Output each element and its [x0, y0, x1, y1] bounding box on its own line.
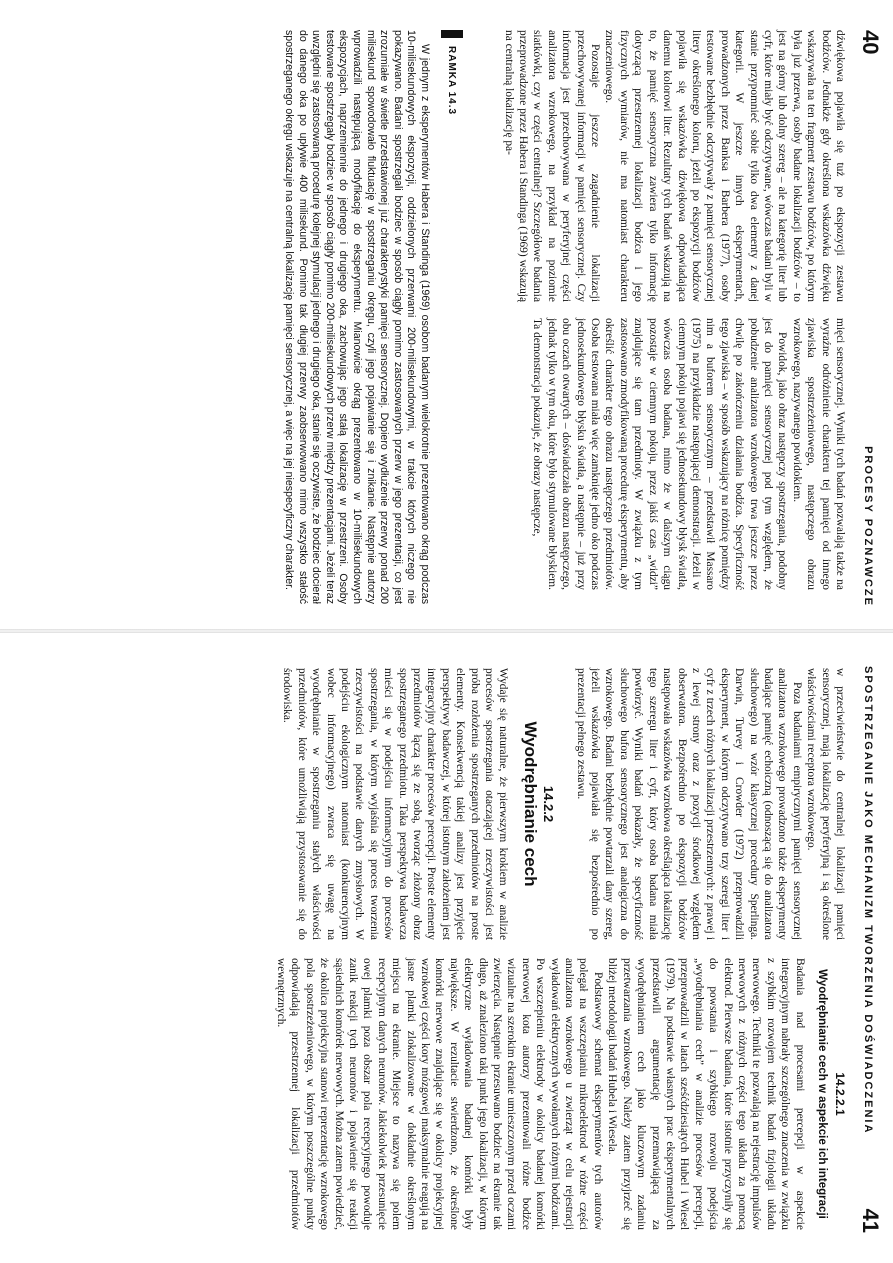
page-number: 40 [858, 30, 883, 55]
page-number: 41 [858, 1208, 883, 1233]
paragraph: Wydaje się naturalne, że pierwszym krokiem w analizie procesów spostrzegania otaczającej rzeczywistości jest próba rozłożenia spostrzeganych przedmiotów na proste elementy. Konsekwencją takiej analizy jest przyjęcie perspektywy badawczej, w której istotnym założeniem jest integracyjny charakter procesów percepcji. Proste elementy przedmiotów łączą się ze sobą, tworząc złożony obraz spostrzeganego przedmiotu. Taka perspektywa badawcza mieści się w podejściu informacyjnym do procesów spostrzegania, w którym wyjaśnia się proces tworzenia rzeczywistości na podstawie danych zmysłowych. W podejściu ekologicznym natomiast (konkurencyjnym wobec informacyjnego) zwraca się uwagę na wyodrębnianie w spostrzeganiu stałych właściwości przedmiotów, które umożliwiają przystosowanie się do środowiska. [281, 668, 510, 940]
subsection-number: 14.2.2.1 [833, 1072, 847, 1116]
paragraph: w przeciwieństwie do centralnej lokalizacji pamięci sensorycznej, mają lokalizację peryferyjną i są określone właściwościami receptora wzrokowego. [805, 668, 846, 940]
paragraph: Badania nad procesami percepcji w aspekcie integracyjnym nabrały szczególnego znaczenia w związku z szybkim rozwojem technik badań fizjologii układu nerwowego. Techniki te pozwalają na rejestrację impulsów nerwowych z różnych części tego układu za pomocą elektrod. Pierwsze badania, które istotnie przyczyniły się do powstania i szybkiego rozwoju podejścia „wyodrębniania cech” w analizie procesów percepcji, przeprowadzili w latach sześćdziesiątych Hubel i Wiesel (1979). Na podstawie własnych prac eksperymentalnych przedstawili argumentację przemawiającą za wyodrębnianiem cech jako kluczowym zadaniu przetwarzania wzrokowego. Należy zatem przyjrzeć się bliżej metodologii badań Hubela i Wiesela. [606, 958, 806, 1230]
paragraph: dźwiękowa pojawiła się tuż po ekspozycji zestawu bodźców. Jednakże gdy określona wskazówka dźwięku wskazywała na ten fragment zestawu bodźców, po którym była już przerwa, osoby badane lokalizacji bodźców – to jest na górny lub dolny szereg – ale na kategorię liter lub cyfr, które miały być odczytywane, wówczas badani byli w stanie przypomnieć sobie tylko dwa elementy z danej kategorii. W jeszcze innych eksperymentach, prowadzonych przez Banksa i Barbera (1977), osoby testowane bezbłędnie odczytywały z pamięci sensorycznej litery określonego koloru, jeżeli po ekspozycji bodźców pojawiła się wskazówka dźwiękowa odpowiadająca danemu kolorowi liter. Rezultaty tych badań wskazują na to, że pamięć sensoryczna zawiera tylko informację dotyczącą przestrzennej lokalizacji bodźca i jego fizycznych wymiarów, nie ma natomiast charakteru znaczeniowego. [603, 30, 846, 302]
box-paragraph: W jednym z eksperymentów Habera i Standinga (1969) osobom badanym wielokrotnie prezentowano okrąg podczas 10-milisekundowych ekspozycji, oddzielonych przerwami 200-milisekundowymi, w trakcie których niczego nie pokazywano. Badani spostrzegali bodziec w sposób ciągły pomimo zastosowanych przerw w jego prezentacji, co jest zrozumiałe w świetle przedstawionej już charakterystyki pamięci sensorycznej. Dopiero wydłużenie przerwy ponad 200 milisekund spowodowało fluktuację w spostrzeganiu okręgu, czyli jego pojawianie się i znikanie. Następnie autorzy wprowadzili następującą modyfikację do eksperymentu. Mianowicie okrąg prezentowano w 10-milisekundowych ekspozycjach, naprzemiennie do jednego i drugiego oka, zachowując jego stałą lokalizację w przestrzeni. Osoby testowane spostrzegały bodziec w sposób ciągły pomimo 200-milisekundowych przerw między prezentacjami. Jeżeli teraz uwzględni się zastosowaną procedurę kolejnej stymulacji jednego i drugiego oka, stanie się oczywiste, że bodziec docierał do danego oka po upływie 400 milisekund. Pomimo tak długiej przerwy zaobserwowano mimo wszystko stałość spostrzeganego okręgu wskazuje na centralną lokalizację pamięci sensorycznej, a więc na jej niespecyficzny charakter. [283, 30, 431, 604]
left-column-2 [530, 318, 847, 590]
right-page [0, 632, 893, 1263]
box-tag [441, 30, 463, 604]
paragraph: mięci sensorycznej. Wyniki tych badań pozwalają także na wyraźne odróżnienie charakteru tej pamięci od innego zjawiska spostrzeżeniowego, następczego obrazu wzrokowego, nazywanego powidokiem. [790, 318, 846, 590]
section-number: 14.2.2 [541, 785, 557, 823]
box-text [281, 30, 431, 604]
box-14-3 [281, 30, 463, 604]
paragraph: Pozostaje jeszcze zagadnienie lokalizacji przechowywanej informacji w pamięci sensorycznej. Czy informacja jest przechowywana w peryferyjnej części analizatora wzrokowego, na przykład na poziomie siatkówki, czy w części centralnej? Szczegółowe badania przeprowadzone przez Habera i Standinga (1969) wskazują na centralną lokalizację pa- [502, 30, 602, 302]
left-page-header [855, 0, 883, 631]
section-title: Wyodrębnianie cech [520, 721, 540, 887]
right-column-2 [274, 958, 847, 1230]
right-page-header [855, 632, 883, 1263]
box-label: RAMKA 14.3 [446, 46, 458, 116]
left-page [0, 0, 893, 631]
running-head: SPOSTRZEGANIE JAKO MECHANIZM TWORZENIA DOŚWIADCZENIA [862, 666, 874, 1135]
subsection-title: Wyodrębnianie cech w aspekcie ich integracji [815, 969, 828, 1219]
right-column-1 [280, 668, 847, 940]
paragraph: Podstawowy schemat eksperymentów tych autorów polegał na wszczepianiu mikroelektrod w różne części analizatora wzrokowego u zwierząt w celu rejestracji wyładowań elektrycznych wywołanych różnymi bodźcami. Po wszczepieniu elektrody w okolicy badanej komórki nerwowej kota autorzy prezentowali różne bodźce wizualne na szerokim ekranie umieszczonym przed oczami zwierzęcia. Następnie przesuwano bodziec na ekranie tak długo, aż znaleziono taki punkt jego lokalizacji, w którym elektryczne wyładowania badanej komórki były największe. W rezultacie stwierdzono, że określone komórki nerwowe znajdujące się w okolicy projekcyjnej wzrokowej części kory mózgowej maksymalnie reagują na jasne plamki zlokalizowane w dokładnie określonym miejscu na ekranie. Miejsce to nazywa się polem recepcyjnym danych neuronów. Jakiekolwiek przesunięcie owej plamki poza obszar pola recepcyjnego powoduje zanik reakcji tych neuronów i pojawienie się reakcji sąsiednich komórek nerwowych. Można zatem powiedzieć, że okolica projekcyjna stanowi reprezentację wzrokowego pola spostrzeżeniowego, w którym poszczególne punkty odpowiadają przestrzennej lokalizacji przedmiotów wewnętrznych. [274, 958, 604, 1230]
paragraph: Poza badaniami empirycznymi pamięci sensorycznej analizatora wzrokowego prowadzono także eksperymenty badające pamięć echoiczną (odnoszącą się do analizatora słuchowego) na wzór klasycznej procedury Sperlinga. Darwin, Turvey i Crowder (1972) przeprowadzili eksperyment, w którym odczytywano trzy szeregi liter i cyfr z trzech różnych lokalizacji przestrzennych: z prawej i z lewej strony oraz z pozycji środkowej względem obserwatora. Bezpośrednio po ekspozycji bodźców następowała wskazówka wzrokowa określająca lokalizację tego szeregu liter i cyfr, który osoba badana miała powtórzyć. Wyniki badań pokazały, że specyficzność słuchowego bufora sensorycznego jest analogiczna do wzrokowego. Badani bezbłędnie powtarzali dany szereg, jeżeli wskazówka pojawiała się bezpośrednio po prezentacji pełnego zestawu. [574, 668, 803, 940]
left-column-1 [501, 30, 847, 302]
paragraph: Powidok, jako obraz następczy spostrzegania, podobny jest do pamięci sensorycznej pod tym względem, że pobudzenie analizatora wzrokowego trwa jeszcze przez chwilę po zakończeniu działania bodźca. Specyficzność tego zjawiska – w sposób wskazujący na różnicę pomiędzy nim a buforem sensorycznym – przedstawił Massaro (1975) na przykładzie następującej demonstracji. Jeżeli w ciemnym pokoju pojawi się jednosekundowy błysk światła, wówczas osoba badana, mimo że w dalszym ciągu pozostaje w ciemnym pokoju, przez jakiś czas „widzi” znajdujące się tam przedmioty. W związku z tym zastosowano zmodyfikowaną procedurę eksperymentu, aby określić charakter tego obrazu następczego przedmiotów. Osoba testowana miała więc zamknięte jedno oko podczas jednosekundowego błysku światła, a następnie – już przy obu oczach otwartych – doświadczała obrazu następczego, jednak tylko w tym oku, które było stymulowane błyskiem. Ta demonstracja pokazuje, że obrazy następcze, [531, 318, 789, 590]
box-marker [441, 30, 463, 38]
running-head: PROCESY POZNAWCZE [862, 446, 874, 607]
